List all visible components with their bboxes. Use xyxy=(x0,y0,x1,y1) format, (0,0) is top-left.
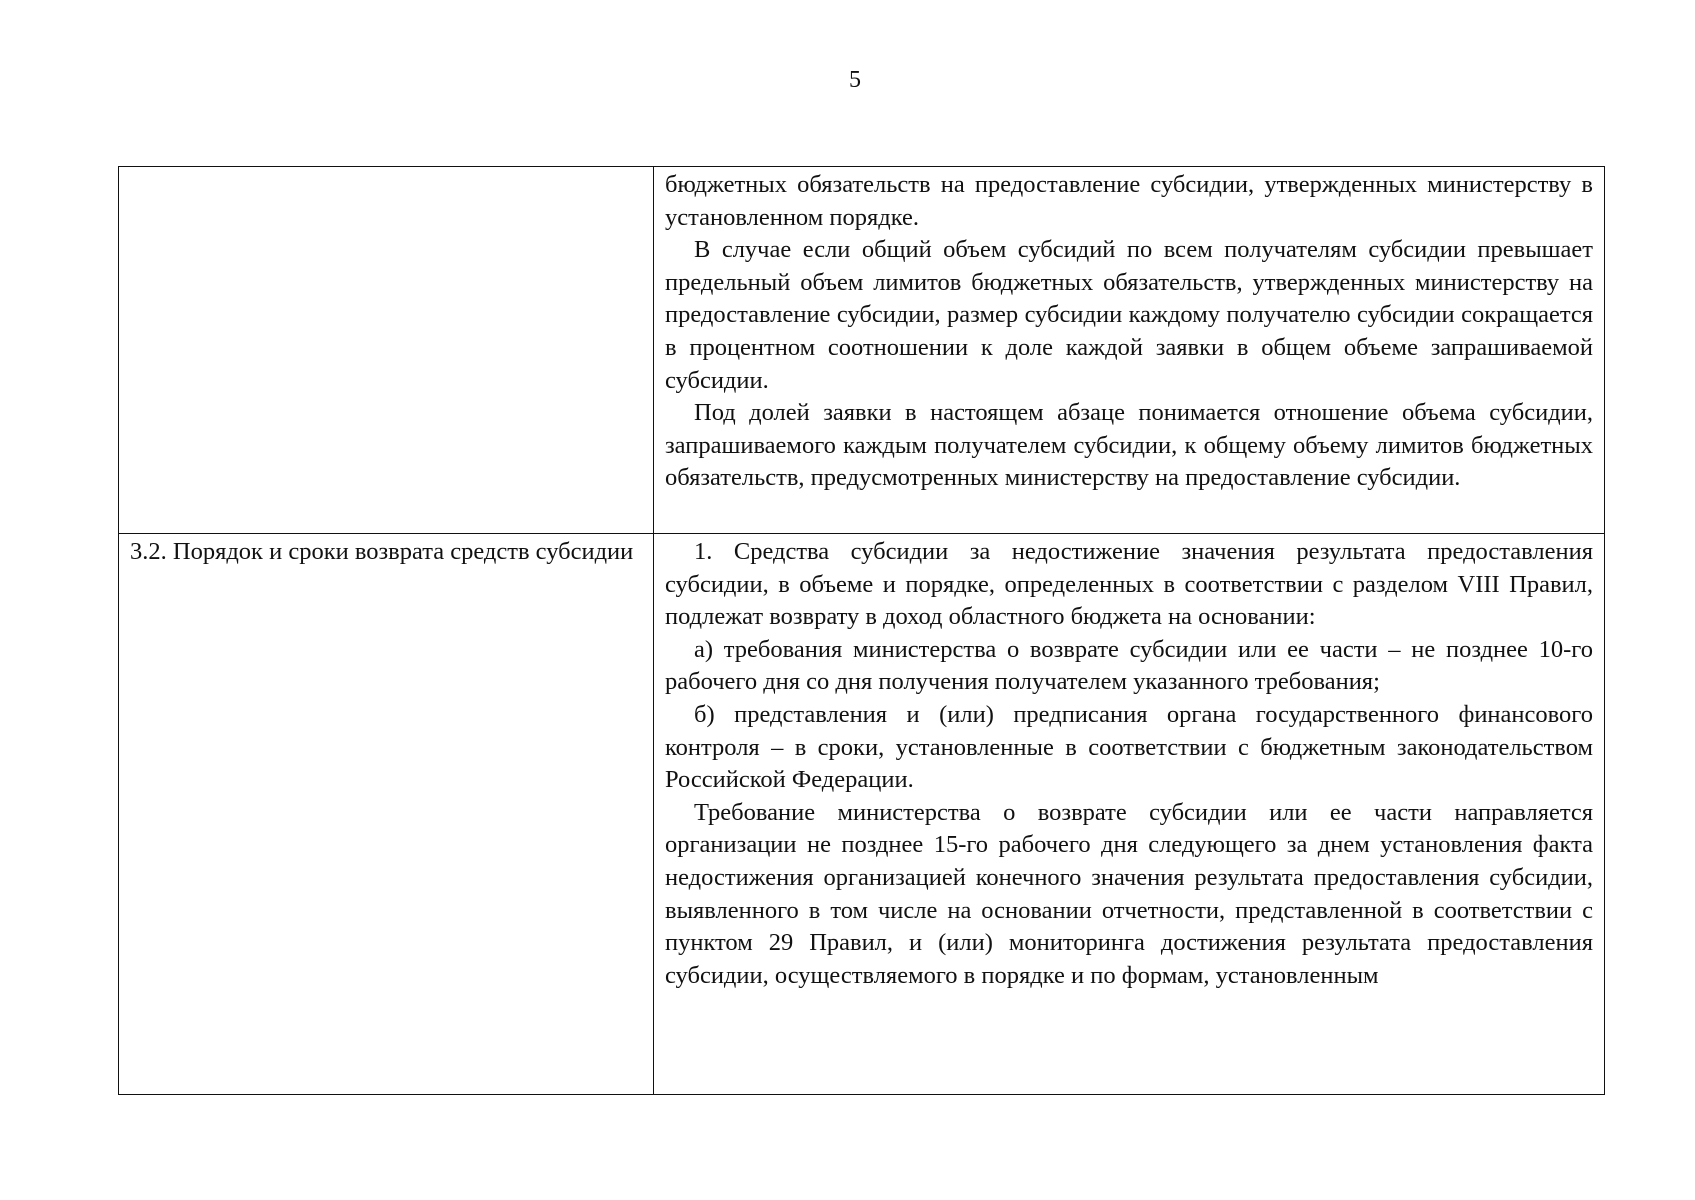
row-1-right-cell xyxy=(654,167,1605,534)
row-2-paragraph-2: а) требования министерства о возврате субсидии или ее части – не позднее 10-го рабочего дня со дня получения получателем указанного требования; xyxy=(665,635,1593,696)
row-2-left-cell xyxy=(119,534,654,1095)
row-2-right-cell xyxy=(654,534,1605,1095)
row-1-paragraph-1: бюджетных обязательств на предоставление субсидии, утвержденных министерству в установленном порядке. xyxy=(665,171,1593,231)
table-row xyxy=(119,167,1605,534)
row-1-left-cell xyxy=(119,167,654,534)
row-2-paragraph-4: Требование министерства о возврате субсидии или ее части направляется организации не позднее 15-го рабочего дня следующего за днем установления факта недостижения организацией конечного значения результата предоставления субсидии, выявленного в том числе на основании отчетности, представленной в соответствии с пунктом 29 Правил, и (или) мониторинга достижения результата предоставления субсидии, осуществляемого в порядке и по формам, установленным xyxy=(665,798,1593,989)
row-1-paragraph-3: Под долей заявки в настоящем абзаце понимается отношение объема субсидии, запрашиваемого каждым получателем субсидии, к общему объему лимитов бюджетных обязательств, предусмотренных министерству на предоставление субсидии. xyxy=(665,399,1593,492)
document-table xyxy=(118,166,1605,1095)
row-2-paragraph-3: б) представления и (или) предписания органа государственного финансового контроля – в сроки, установленные в соответствии с бюджетным законодательством Российской Федерации. xyxy=(665,700,1593,794)
row-2-paragraph-1: 1. Средства субсидии за недостижение значения результата предоставления субсидии, в объеме и порядке, определенных в соответствии с разделом VIII Правил, подлежат возврату в доход областного бюджета на основании: xyxy=(665,538,1593,631)
section-heading: 3.2. Порядок и сроки возврата средств субсидии xyxy=(130,538,634,565)
row-1-paragraph-2: В случае если общий объем субсидий по всем получателям субсидии превышает предельный объем лимитов бюджетных обязательств, утвержденных министерству на предоставление субсидии, размер субсидии каждому получателю субсидии сокращается в процентном соотношении к доле каждой заявки в общем объеме запрашиваемой субсидии. xyxy=(665,236,1593,394)
page-number: 5 xyxy=(849,67,861,93)
table-row xyxy=(119,534,1605,1095)
